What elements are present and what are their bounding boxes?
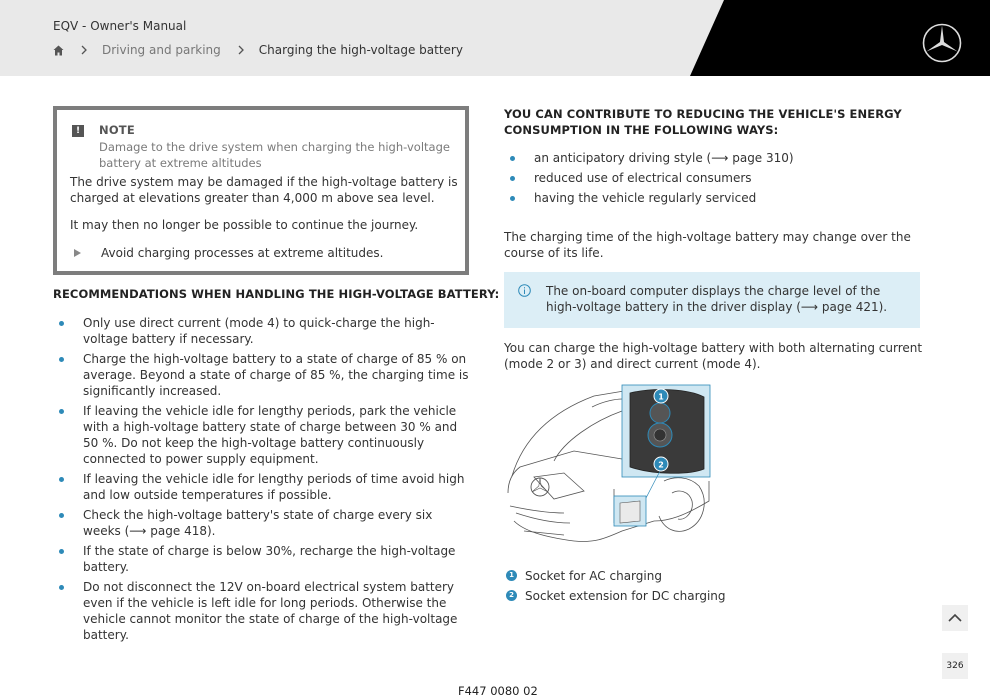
- recommendations-heading: RECOMMENDATIONS WHEN HANDLING THE HIGH-VOLTAGE BATTERY:: [53, 287, 500, 301]
- note-subtitle: Damage to the drive system when charging the high-voltage battery at extreme altitudes: [99, 140, 450, 170]
- scroll-to-top-button[interactable]: [942, 605, 968, 631]
- chevron-right-icon: [81, 45, 87, 55]
- breadcrumb-item-driving[interactable]: Driving and parking: [102, 43, 221, 57]
- charge-time-paragraph: The charging time of the high-voltage battery may change over the course of its life.: [504, 230, 911, 260]
- list-item: [83, 315, 473, 347]
- legend-number: 1: [506, 570, 517, 581]
- mercedes-star-logo[interactable]: [922, 23, 962, 63]
- bullet-icon: [59, 321, 64, 326]
- note-step-text: Avoid charging processes at extreme altitudes.: [101, 246, 384, 260]
- header: [0, 0, 990, 76]
- breadcrumb: [53, 42, 463, 58]
- page-number: 326: [942, 653, 968, 679]
- list-item[interactable]: [83, 507, 473, 539]
- note-box: [53, 106, 469, 275]
- list-item: [534, 190, 914, 206]
- legend-label: Socket for AC charging: [525, 568, 662, 583]
- list-item-text: If leaving the vehicle idle for lengthy periods of time avoid high and low outside temperatures if possible.: [83, 472, 465, 502]
- list-item-text[interactable]: Check the high-voltage battery's state of charge every six weeks (⟶ page 418).: [83, 508, 433, 538]
- list-item-text: Only use direct current (mode 4) to quick-charge the high-voltage battery if necessary.: [83, 316, 435, 346]
- legend-item: [504, 586, 726, 605]
- info-icon: [518, 284, 531, 297]
- callout-2-label: 2: [658, 460, 664, 470]
- breadcrumb-item-charging: Charging the high-voltage battery: [258, 43, 463, 57]
- list-item-text[interactable]: an anticipatory driving style (⟶ page 310): [534, 151, 794, 165]
- illustration-legend: [504, 566, 726, 606]
- list-item-text: If leaving the vehicle idle for lengthy periods, park the vehicle with a high-voltage battery state of charge between 30 % and 50 %. Do not keep the high-voltage battery continuously connected to power supply equipment.: [83, 404, 458, 466]
- energy-heading: YOU CAN CONTRIBUTE TO REDUCING THE VEHICLE'S ENERGY CONSUMPTION IN THE FOLLOWING WAYS:: [504, 107, 902, 137]
- figure-code: F447 0080 02: [458, 684, 538, 698]
- bullet-icon: [59, 585, 64, 590]
- home-icon[interactable]: [53, 45, 64, 56]
- callout-1-label: 1: [658, 392, 664, 402]
- note-paragraph: It may then no longer be possible to continue the journey.: [70, 218, 419, 232]
- recommendations-list: [83, 315, 473, 647]
- bullet-icon: [59, 513, 64, 518]
- bullet-icon: [59, 477, 64, 482]
- warning-icon: !: [72, 125, 84, 137]
- bullet-icon: [510, 156, 515, 161]
- bullet-icon: [510, 196, 515, 201]
- note-step: [70, 246, 383, 260]
- legend-item: [504, 566, 726, 585]
- list-item: [83, 403, 473, 467]
- list-item-text: reduced use of electrical consumers: [534, 171, 752, 185]
- manual-title: EQV - Owner's Manual: [53, 19, 187, 33]
- legend-number: 2: [506, 590, 517, 601]
- charging-modes-paragraph: You can charge the high-voltage battery with both alternating current (mode 2 or 3) and direct current (mode 4).: [504, 341, 923, 371]
- list-item[interactable]: [534, 150, 914, 166]
- step-arrow-icon: [74, 249, 81, 257]
- list-item-text: Charge the high-voltage battery to a state of charge of 85 % on average. Beyond a state of charge of 85 %, the charging time is significantly increased.: [83, 352, 469, 398]
- list-item-text: If the state of charge is below 30%, recharge the high-voltage battery.: [83, 544, 456, 574]
- bullet-icon: [59, 357, 64, 362]
- list-item: [83, 543, 473, 575]
- chevron-up-icon: [942, 605, 968, 631]
- info-box: [504, 272, 920, 328]
- mercedes-star-logo: [531, 478, 549, 496]
- info-text[interactable]: The on-board computer displays the charge level of the high-voltage battery in the driver display (⟶ page 421).: [546, 284, 888, 314]
- list-item: [534, 170, 914, 186]
- note-paragraph: The drive system may be damaged if the high-voltage battery is charged at elevations greater than 4,000 m above sea level.: [70, 175, 458, 205]
- bullet-icon: [59, 549, 64, 554]
- bullet-icon: [510, 176, 515, 181]
- list-item-text: having the vehicle regularly serviced: [534, 191, 757, 205]
- list-item-text: Do not disconnect the 12V on-board electrical system battery even if the vehicle is left idle for long periods. Otherwise the vehicle cannot monitor the state of charge of the high-voltage battery.: [83, 580, 458, 642]
- bullet-icon: [59, 409, 64, 414]
- list-item: [83, 351, 473, 399]
- chevron-right-icon: [238, 45, 244, 55]
- vehicle-charging-socket-illustration: [504, 381, 714, 553]
- energy-list: [534, 150, 914, 210]
- legend-label: Socket extension for DC charging: [525, 588, 726, 603]
- list-item: [83, 471, 473, 503]
- note-label: NOTE: [99, 123, 135, 137]
- list-item: [83, 579, 473, 643]
